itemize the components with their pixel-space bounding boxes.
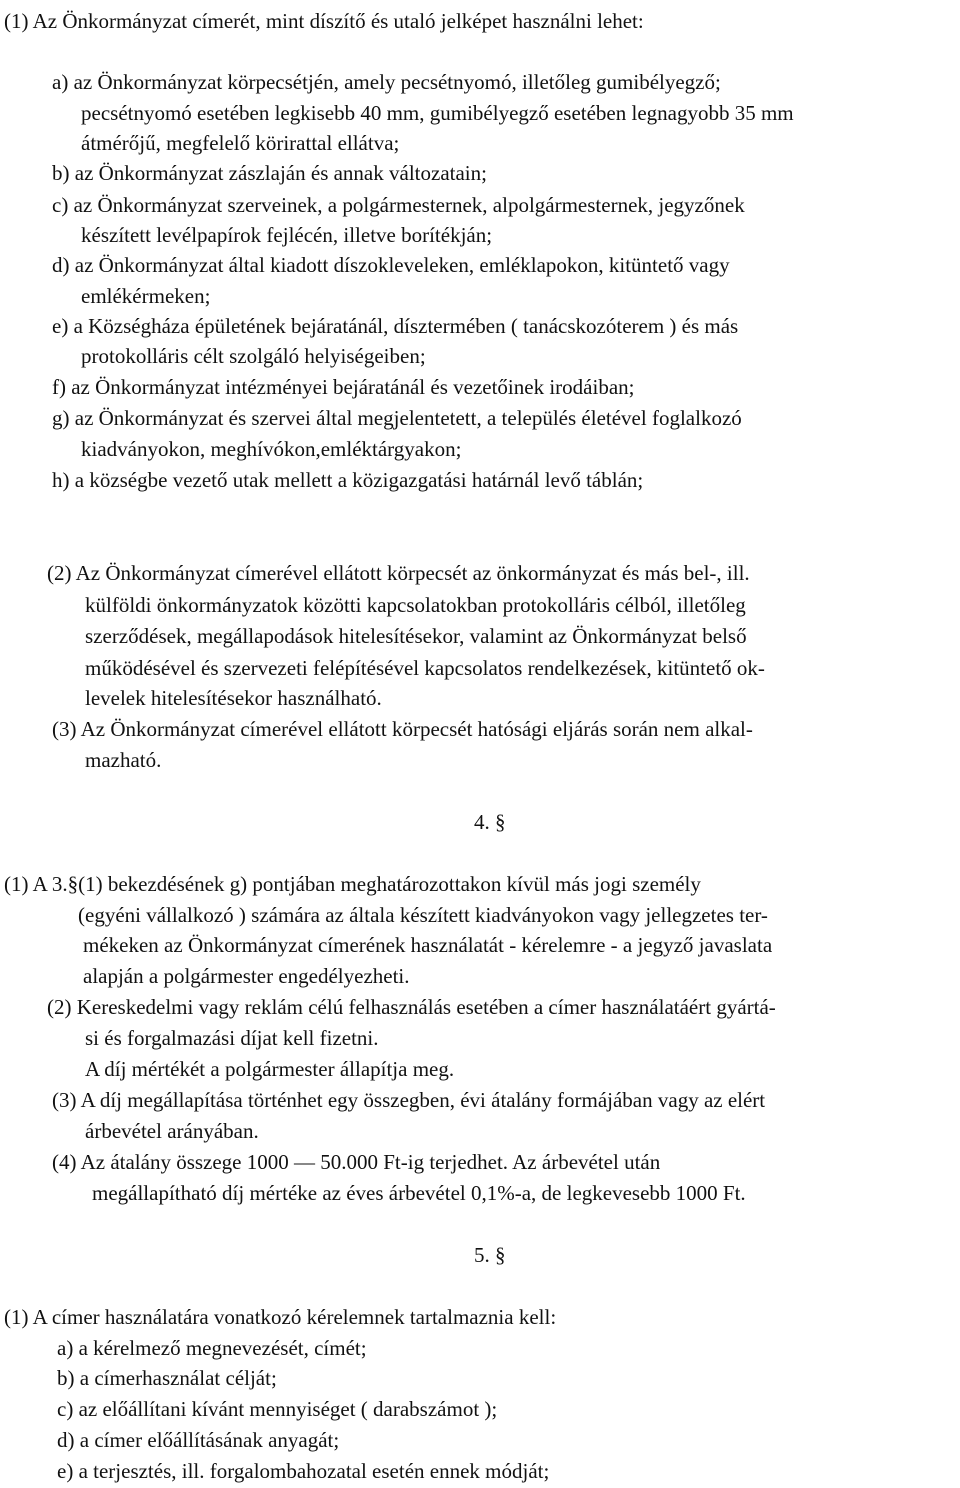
- paragraph-3-2-line-4: működésével és szervezeti felépítésével kapcsolatos rendelkezések, kitüntető ok-: [85, 656, 765, 680]
- paragraph-3-1-intro: (1) Az Önkormányzat címerét, mint díszítő és utaló jelképet használni lehet:: [4, 9, 644, 33]
- list-item-5-e: e) a terjesztés, ill. forgalombahozatal esetén ennek módját;: [57, 1459, 550, 1483]
- paragraph-4-2-line-3: A díj mértékét a polgármester állapítja meg.: [85, 1057, 455, 1081]
- list-item-d-line-1: d) az Önkormányzat által kiadott díszokleveleken, emléklapokon, kitüntető vagy: [52, 253, 730, 277]
- list-item-g-line-1: g) az Önkormányzat és szervei által megjelentetett, a település életével foglalkozó: [52, 406, 742, 430]
- paragraph-4-2-line-1: (2) Kereskedelmi vagy reklám célú felhasználás esetében a címer használatáért gyártá-: [47, 995, 776, 1019]
- list-item-g-line-2: kiadványokon, meghívókon,emléktárgyakon;: [81, 437, 462, 461]
- list-item-e-line-2: protokolláris célt szolgáló helyiségeiben;: [81, 344, 426, 368]
- list-item-5-c: c) az előállítani kívánt mennyiséget ( darabszámot );: [57, 1397, 498, 1421]
- paragraph-4-4-line-2: megállapítható díj mértéke az éves árbevétel 0,1%-a, de legkevesebb 1000 Ft.: [92, 1181, 746, 1205]
- section-4-heading: 4. §: [474, 810, 506, 834]
- paragraph-3-2-line-2: külföldi önkormányzatok közötti kapcsolatokban protokolláris célból, illetőleg: [85, 593, 746, 617]
- list-item-e-line-1: e) a Községháza épületének bejáratánál, dísztermében ( tanácskozóterem ) és más: [52, 314, 739, 338]
- paragraph-4-3-line-2: árbevétel arányában.: [85, 1119, 259, 1143]
- paragraph-4-4-line-1: (4) Az átalány összege 1000 — 50.000 Ft-ig terjedhet. Az árbevétel után: [52, 1150, 661, 1174]
- paragraph-4-1-line-2: (egyéni vállalkozó ) számára az általa készített kiadványokon vagy jellegzetes ter-: [78, 903, 768, 927]
- paragraph-3-3-line-2: mazható.: [85, 748, 162, 772]
- paragraph-3-2-line-1: (2) Az Önkormányzat címerével ellátott körpecsét az önkormányzat és más bel-, ill.: [47, 561, 750, 585]
- paragraph-3-2-line-5: levelek hitelesítésekor használható.: [85, 686, 382, 710]
- list-item-5-b: b) a címerhasználat célját;: [57, 1366, 277, 1390]
- paragraph-5-1-intro: (1) A címer használatára vonatkozó kérelemnek tartalmaznia kell:: [4, 1305, 557, 1329]
- paragraph-3-3-line-1: (3) Az Önkormányzat címerével ellátott körpecsét hatósági eljárás során nem alkal-: [52, 717, 753, 741]
- paragraph-4-3-line-1: (3) A díj megállapítása történhet egy összegben, évi átalány formájában vagy az elért: [52, 1088, 766, 1112]
- list-item-h: h) a községbe vezető utak mellett a közigazgatási határnál levő táblán;: [52, 468, 644, 492]
- paragraph-4-1-line-4: alapján a polgármester engedélyezheti.: [83, 964, 410, 988]
- list-item-5-a: a) a kérelmező megnevezését, címét;: [57, 1336, 367, 1360]
- list-item-c-line-1: c) az Önkormányzat szerveinek, a polgármesternek, alpolgármesternek, jegyzőnek: [52, 193, 745, 217]
- list-item-5-d: d) a címer előállításának anyagát;: [57, 1428, 340, 1452]
- list-item-a-line-3: átmérőjű, megfelelő körirattal ellátva;: [81, 131, 400, 155]
- paragraph-4-1-line-1: (1) A 3.§(1) bekezdésének g) pontjában meghatározottakon kívül más jogi személy: [4, 872, 701, 896]
- list-item-c-line-2: készített levélpapírok fejlécén, illetve borítékján;: [81, 223, 493, 247]
- section-5-heading: 5. §: [474, 1243, 506, 1267]
- paragraph-4-2-line-2: si és forgalmazási díjat kell fizetni.: [85, 1026, 379, 1050]
- list-item-f: f) az Önkormányzat intézményei bejáratánál és vezetőinek irodáiban;: [52, 375, 635, 399]
- list-item-d-line-2: emlékérmeken;: [81, 284, 211, 308]
- list-item-b: b) az Önkormányzat zászlaján és annak változatain;: [52, 161, 487, 185]
- list-item-a-line-2: pecsétnyomó esetében legkisebb 40 mm, gumibélyegző esetében legnagyobb 35 mm: [81, 101, 794, 125]
- paragraph-4-1-line-3: mékeken az Önkormányzat címerének használatát - kérelemre - a jegyző javaslata: [83, 933, 773, 957]
- paragraph-3-2-line-3: szerződések, megállapodások hitelesítésekor, valamint az Önkormányzat belső: [85, 624, 747, 648]
- list-item-a-line-1: a) az Önkormányzat körpecsétjén, amely pecsétnyomó, illetőleg gumibélyegző;: [52, 70, 721, 94]
